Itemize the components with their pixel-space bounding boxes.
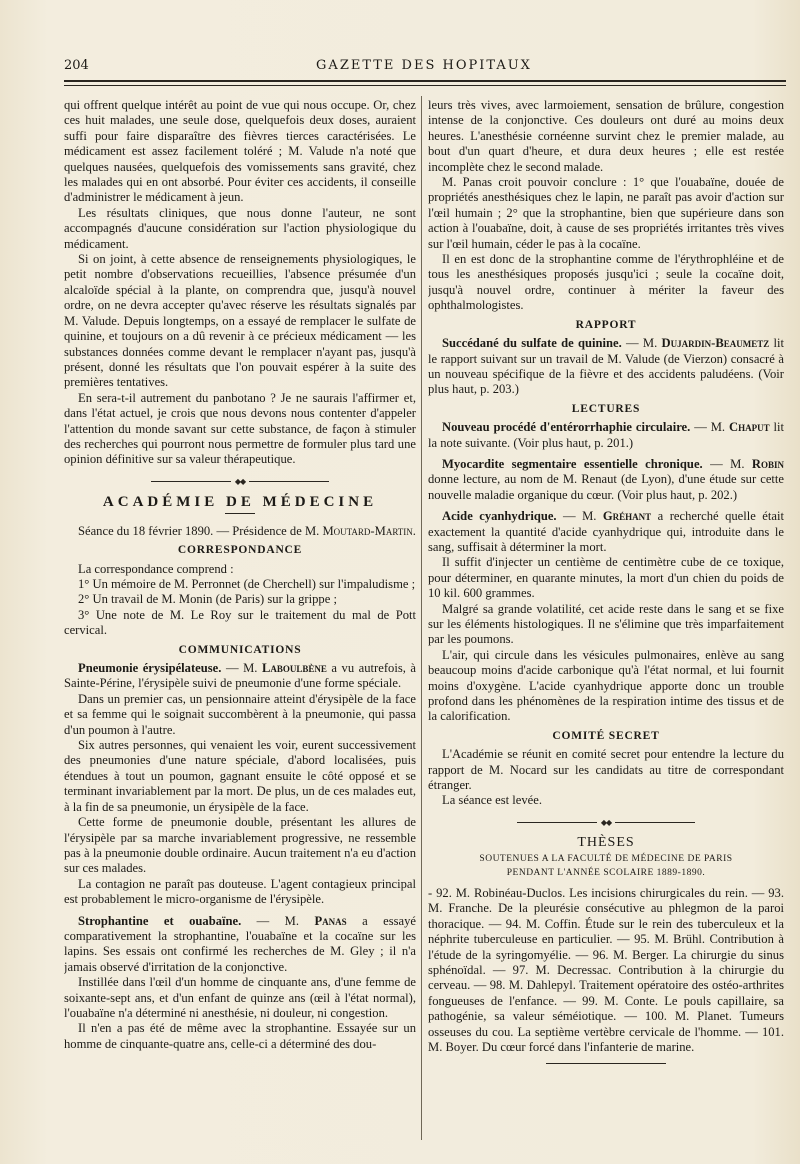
paragraph: Il suffit d'injecter un centième de centimètre cube de ce toxique, pour déterminer, en quarante minutes, la mort d'un chien du poids de 10 kil. 600 grammes.	[428, 555, 784, 601]
correspondance-item: 1° Un mémoire de M. Perronnet (de Cherchell) sur l'impaludisme ;	[78, 577, 416, 592]
author-name: Panas	[314, 913, 347, 928]
seance-line: Séance du 18 février 1890. — Présidence de M. Moutard-Martin.	[78, 523, 416, 538]
author-name: Robin	[751, 456, 784, 471]
paragraph: L'air, qui circule dans les vésicules pulmonaires, enlève au sang beaucoup moins d'acide carbonique qu'à l'état normal, et lui fournit moins d'oxygène. L'acide cyanhydrique apporte donc un trouble profond dans les phénomènes de la respiration intime des tissus et de la calorification.	[428, 647, 784, 724]
paragraph: qui offrent quelque intérêt au point de vue qui nous occupe. Or, chez ces huit malades, une seule dose, quelquefois deux doses, auraient suffi pour faire disparaître des fièvres tierces caractérisées. Le médicament est assez facilement toléré ; M. Valude n'a noté que quelques nausées, quelquefois des vomissements sans gravité, chez les malades qui en ont absorbé. Pour éviter ces accidents, il conseille d'administrer le médicament à jeun.	[64, 98, 416, 205]
section-title-academie: ACADÉMIE DE MÉDECINE	[102, 494, 378, 511]
correspondance-item: 2° Un travail de M. Monin (de Paris) sur la grippe ;	[78, 592, 337, 607]
seance-levee: La séance est levée.	[442, 793, 542, 808]
heading-communications: COMMUNICATIONS	[178, 643, 302, 656]
paragraph: Si on joint, à cette absence de renseignements physiologiques, le petit nombre d'observations recueillies, l'absence présumée d'un alcaloïde spécial à la plante, on comprendra que, jusqu'à nouvel ordre, on ne devra accepter qu'avec réserve les résultats signalés par M. Valude. Depuis longtemps, on a essayé de remplacer le sulfate de quinine, et toujours on a dû revenir à ce précieux médicament — les substances données comme devant le remplacer n'ayant pas, jusqu'à présent, donné les résultats que l'on pouvait espérer à la suite des premières tentatives.	[64, 252, 416, 390]
paragraph: Cette forme de pneumonie double, présentant les allures de l'érysipèle par sa marche invariablement progressive, ne ressemble pas à la pneumonie double ordinaire. Aucun traitement n'a eu d'action sur ces malades.	[64, 815, 416, 876]
rubric-title: Nouveau procédé d'entérorrhaphie circulaire.	[442, 420, 691, 435]
paragraph: En sera-t-il autrement du panbotano ? Je ne saurais l'affirmer et, dans l'état actuel, je crois que nous devons nous contenter d'appeler l'attention du monde savant sur cette substance, de façon à stimuler des recherches qui pourront nous permettre de formuler plus tard une opinion définitive sur sa valeur thérapeutique.	[64, 390, 416, 467]
article-myocardite: Myocardite segmentaire essentielle chronique. — M. Robin donne lecture, au nom de M. Renaut (de Lyon), d'une étude sur cette nouvelle maladie organique du cœur. (Voir plus haut, p. 202.)	[428, 456, 784, 502]
author-name: Chaput	[728, 420, 770, 435]
theses-subtitle: SOUTENUES A LA FACULTÉ DE MÉDECINE DE PARIS	[479, 853, 733, 864]
author-name: Dujardin-Beaumetz	[661, 336, 770, 351]
paragraph: M. Panas croit pouvoir conclure : 1° que l'ouabaïne, douée de propriétés anesthésiques chez le lapin, ne paraît pas avoir d'action sur l'œil humain ; 2° que la strophantine, bien que supérieure dans son action à l'ouabaïne, doit, à cause de ses propriétés irritantes très vives sur l'œil humain, céder le pas à la cocaïne.	[428, 175, 784, 251]
paragraph: Six autres personnes, qui venaient les voir, eurent successivement des pneumonies d'une nature spéciale, d'abord localisées, puis étendues à tout un poumon, gagnant ensuite le côté opposé et se terminant invariablement par la mort. De plus, un de ces malades eut, à la fin de sa pneumonie, un érysipèle de la face.	[64, 738, 416, 814]
end-rule	[546, 1063, 666, 1064]
running-title: GAZETTE DES HOPITAUX	[316, 58, 532, 73]
paragraph: Les résultats cliniques, que nous donne l'auteur, ne sont accompagnés d'aucune considération sur l'action physiologique du médicament.	[64, 205, 416, 251]
author-name: Laboulbène	[261, 661, 327, 676]
left-column	[64, 98, 416, 1138]
page-number: 204	[64, 58, 89, 73]
column-divider	[421, 96, 422, 1140]
heading-lectures: LECTURES	[571, 402, 641, 415]
author-name: Gréhant	[602, 509, 652, 524]
paragraph: Instillée dans l'œil d'un homme de cinquante ans, d'une femme de soixante-sept ans, et d'un enfant de quinze ans (œil à l'état normal), l'ouabaïne n'a déterminé ni anesthésie, ni douleur, ni congestion.	[64, 975, 416, 1020]
paragraph: Dans un premier cas, un pensionnaire atteint d'érysipèle de la face et sa femme qui le soignait succombèrent à la pneumonie, qui passa d'un poumon à l'autre.	[64, 691, 416, 737]
rubric-title: Succédané du sulfate de quinine.	[442, 336, 622, 351]
article-pneumonie: Pneumonie érysipélateuse. — M. Laboulbène a vu autrefois, à Sainte-Périne, l'érysipèle suivi de pneumonie d'une forme spéciale.	[64, 661, 416, 691]
heading-rapport: RAPPORT	[575, 318, 637, 331]
paragraph: La contagion ne paraît pas douteuse. L'agent contagieux principal est probablement le micro-organisme de l'érysipèle.	[64, 876, 416, 907]
president-name: Moutard-Martin.	[322, 523, 416, 538]
rubric-title: Pneumonie érysipélateuse.	[78, 661, 222, 676]
paragraph: L'Académie se réunit en comité secret pour entendre la lecture du rapport de M. Nocard sur les candidats au titre de correspondant étranger.	[428, 747, 784, 793]
section-ornament: ◆◆	[428, 815, 784, 831]
paragraph: Il n'en a pas été de même avec la strophantine. Essayée sur un homme de cinquante-quatre ans, celle-ci a déterminé des dou-	[64, 1021, 416, 1051]
rubric-title: Acide cyanhydrique.	[442, 509, 557, 524]
article-enterorrhaphie: Nouveau procédé d'entérorrhaphie circulaire. — M. Chaput lit la note suivante. (Voir plus haut, p. 201.)	[428, 420, 784, 450]
article-acide-cyanhydrique: Acide cyanhydrique. — M. Gréhant a recherché quelle était exactement la quantité d'acide cyanhydrique qui, introduite dans le sang, suffisait à déterminer la mort.	[428, 509, 784, 554]
heading-correspondance: CORRESPONDANCE	[177, 544, 303, 557]
paragraph: La correspondance comprend :	[78, 561, 234, 576]
theses-subtitle: PENDANT L'ANNÉE SCOLAIRE 1889-1890.	[506, 867, 706, 878]
paragraph: Il en est donc de la strophantine comme de l'érythrophléine et de tous les anesthésiques proposés jusqu'ici ; seule la cocaïne doit, jusqu'à nouvel ordre, continuer à mériter la faveur des ophthalmologistes.	[428, 252, 784, 313]
header-rule-thick	[64, 80, 786, 82]
paragraph: Malgré sa grande volatilité, cet acide reste dans le sang et se fixe sur les éléments histologiques. Il ne s'élimine que très imparfaitement par les poumons.	[428, 601, 784, 647]
theses-list: - 92. M. Robinéau-Duclos. Les incisions chirurgicales du rein. — 93. M. Franche. De la pleurésie consécutive au phlegmon de la paroi thoracique. — 94. M. Coffin. Étude sur le rein des tuberculeux et la néphrite tuberculeuse en particulier. — 95. M. Brühl. Contribution à l'étude de la syringomyélie. — 96. M. Berger. La chirurgie du sinus sphénoïdal. — 97. M. Decressac. Contribution à la chirurgie du cerveau. — 98. M. Dahlepyl. Traitement opératoire des ostéo-arthrites fongueuses de l'enfance. — 99. M. Conte. Le pouls capillaire, sa pathogénie, sa valeur séméiotique. — 100. M. Planet. Tumeurs osseuses du cou. La septième vertèbre cervicale de l'homme. — 101. M. Boyer. Du cœur forcé dans l'infanterie de marine.	[428, 885, 784, 1054]
rubric-title: Myocardite segmentaire essentielle chronique.	[442, 456, 703, 471]
section-title-theses: THÈSES	[577, 834, 635, 850]
paragraph: leurs très vives, avec larmoiement, sensation de brûlure, congestion intense de la conjonctive. Ces douleurs ont duré au moins deux heures. L'anesthésie cornéenne survint chez le premier malade, au bout d'un quart d'heure, et dura deux heures ; elle est restée incomplète chez le second malade.	[428, 98, 784, 174]
right-column	[428, 98, 784, 1138]
title-rule	[225, 513, 255, 514]
correspondance-item: 3° Une note de M. Le Roy sur le traitement du mal de Pott cervical.	[64, 607, 416, 638]
heading-comite-secret: COMITÉ SECRET	[552, 729, 660, 742]
rubric-title: Strophantine et ouabaïne.	[78, 913, 242, 928]
section-ornament: ◆◆	[64, 474, 416, 490]
article-strophantine: Strophantine et ouabaïne. — M. Panas a essayé comparativement la strophantine, l'ouabaïne et la cocaïne sur les lapins. Ses essais ont confirmé les recherches de M. Gley ; il n'a jamais observé d'irritation de la conjonctive.	[64, 913, 416, 974]
article-quinine: Succédané du sulfate de quinine. — M. Dujardin-Beaumetz lit le rapport suivant sur un travail de M. Valude (de Vierzon) consacré à un nouveau spécifique de la fièvre et des accidents paludéens. (Voir plus haut, p. 203.)	[428, 336, 784, 397]
header-rule-thin	[64, 85, 786, 86]
